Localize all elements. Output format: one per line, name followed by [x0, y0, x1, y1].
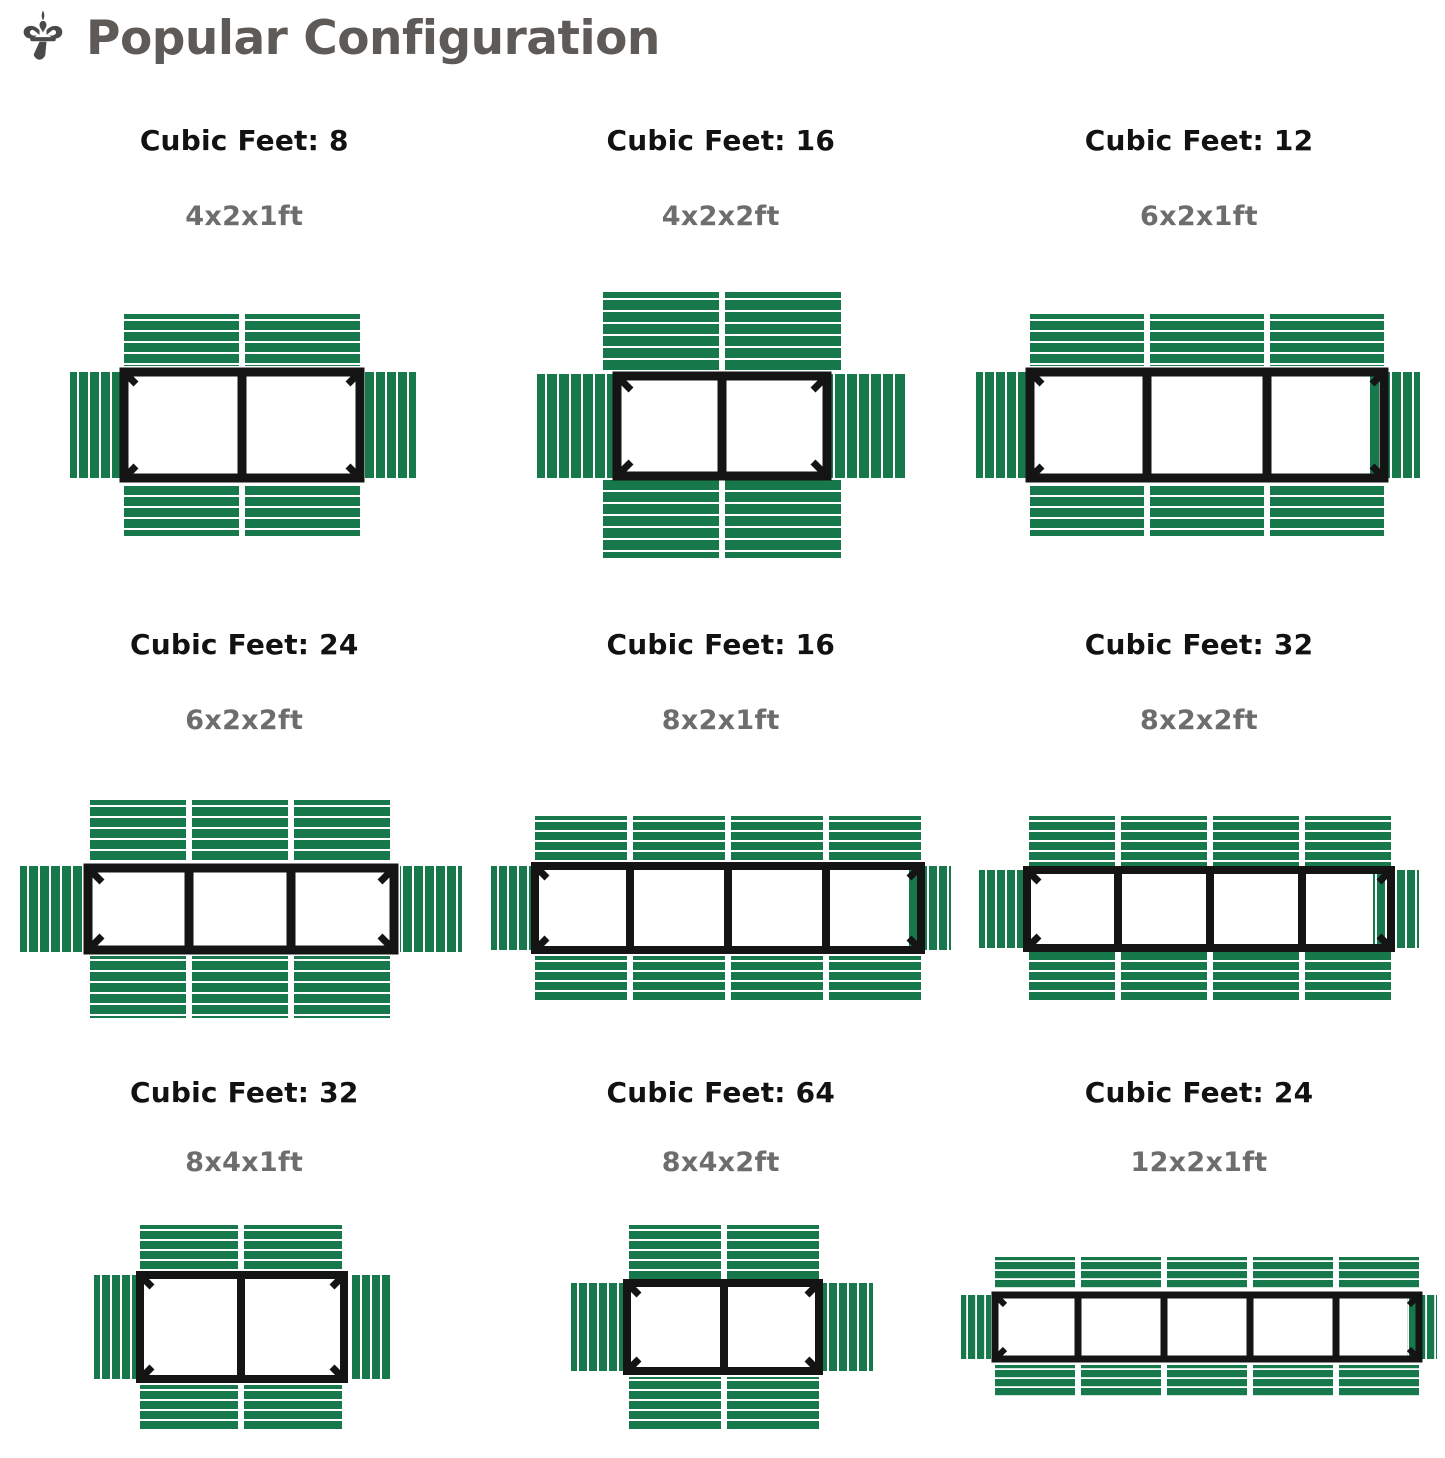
dimensions-label: 12x2x1ft [1130, 1147, 1268, 1178]
config-card-0 [6, 70, 483, 592]
config-card-7 [483, 1054, 960, 1458]
dimensions-label: 8x2x2ft [1140, 705, 1258, 736]
cubic-feet-label: Cubic Feet: 16 [606, 628, 836, 661]
cubic-feet-label: Cubic Feet: 64 [606, 1076, 836, 1109]
dimensions-label: 8x4x1ft [185, 1147, 304, 1178]
configuration-grid [0, 70, 1445, 1458]
config-card-8 [959, 1054, 1439, 1458]
config-diagram-4x2x2 [535, 258, 907, 592]
dimensions-label: 6x2x1ft [1140, 201, 1258, 232]
config-card-3 [6, 592, 483, 1054]
config-diagram-6x2x2 [18, 762, 470, 1054]
cubic-feet-label: Cubic Feet: 12 [1084, 124, 1314, 157]
config-card-5 [959, 592, 1439, 1054]
config-diagram-6x2x1 [974, 258, 1424, 592]
dimensions-label: 4x2x2ft [661, 201, 780, 232]
cubic-feet-label: Cubic Feet: 8 [139, 124, 349, 157]
dimensions-label: 4x2x1ft [185, 201, 304, 232]
dimensions-label: 6x2x2ft [185, 705, 304, 736]
config-diagram-12x2x1 [959, 1196, 1439, 1458]
config-diagram-4x2x1 [68, 258, 420, 592]
cubic-feet-label: Cubic Feet: 32 [1084, 628, 1314, 661]
page-title: Popular Configuration [86, 10, 660, 66]
config-diagram-8x4x2 [569, 1196, 873, 1458]
config-diagram-8x4x1 [92, 1196, 396, 1458]
config-card-6 [6, 1054, 483, 1458]
config-card-2 [959, 70, 1439, 592]
cubic-feet-label: Cubic Feet: 32 [129, 1076, 359, 1109]
cubic-feet-label: Cubic Feet: 16 [606, 124, 836, 157]
cubic-feet-label: Cubic Feet: 24 [129, 628, 359, 661]
page-header [0, 0, 1445, 70]
config-card-4 [483, 592, 960, 1054]
dimensions-label: 8x2x1ft [661, 705, 780, 736]
config-card-1 [483, 70, 960, 592]
dimensions-label: 8x4x2ft [661, 1147, 780, 1178]
cubic-feet-label: Cubic Feet: 24 [1084, 1076, 1314, 1109]
config-diagram-8x2x1 [489, 762, 953, 1054]
config-diagram-8x2x2 [977, 762, 1421, 1054]
fleur-de-lis-icon [14, 7, 72, 65]
